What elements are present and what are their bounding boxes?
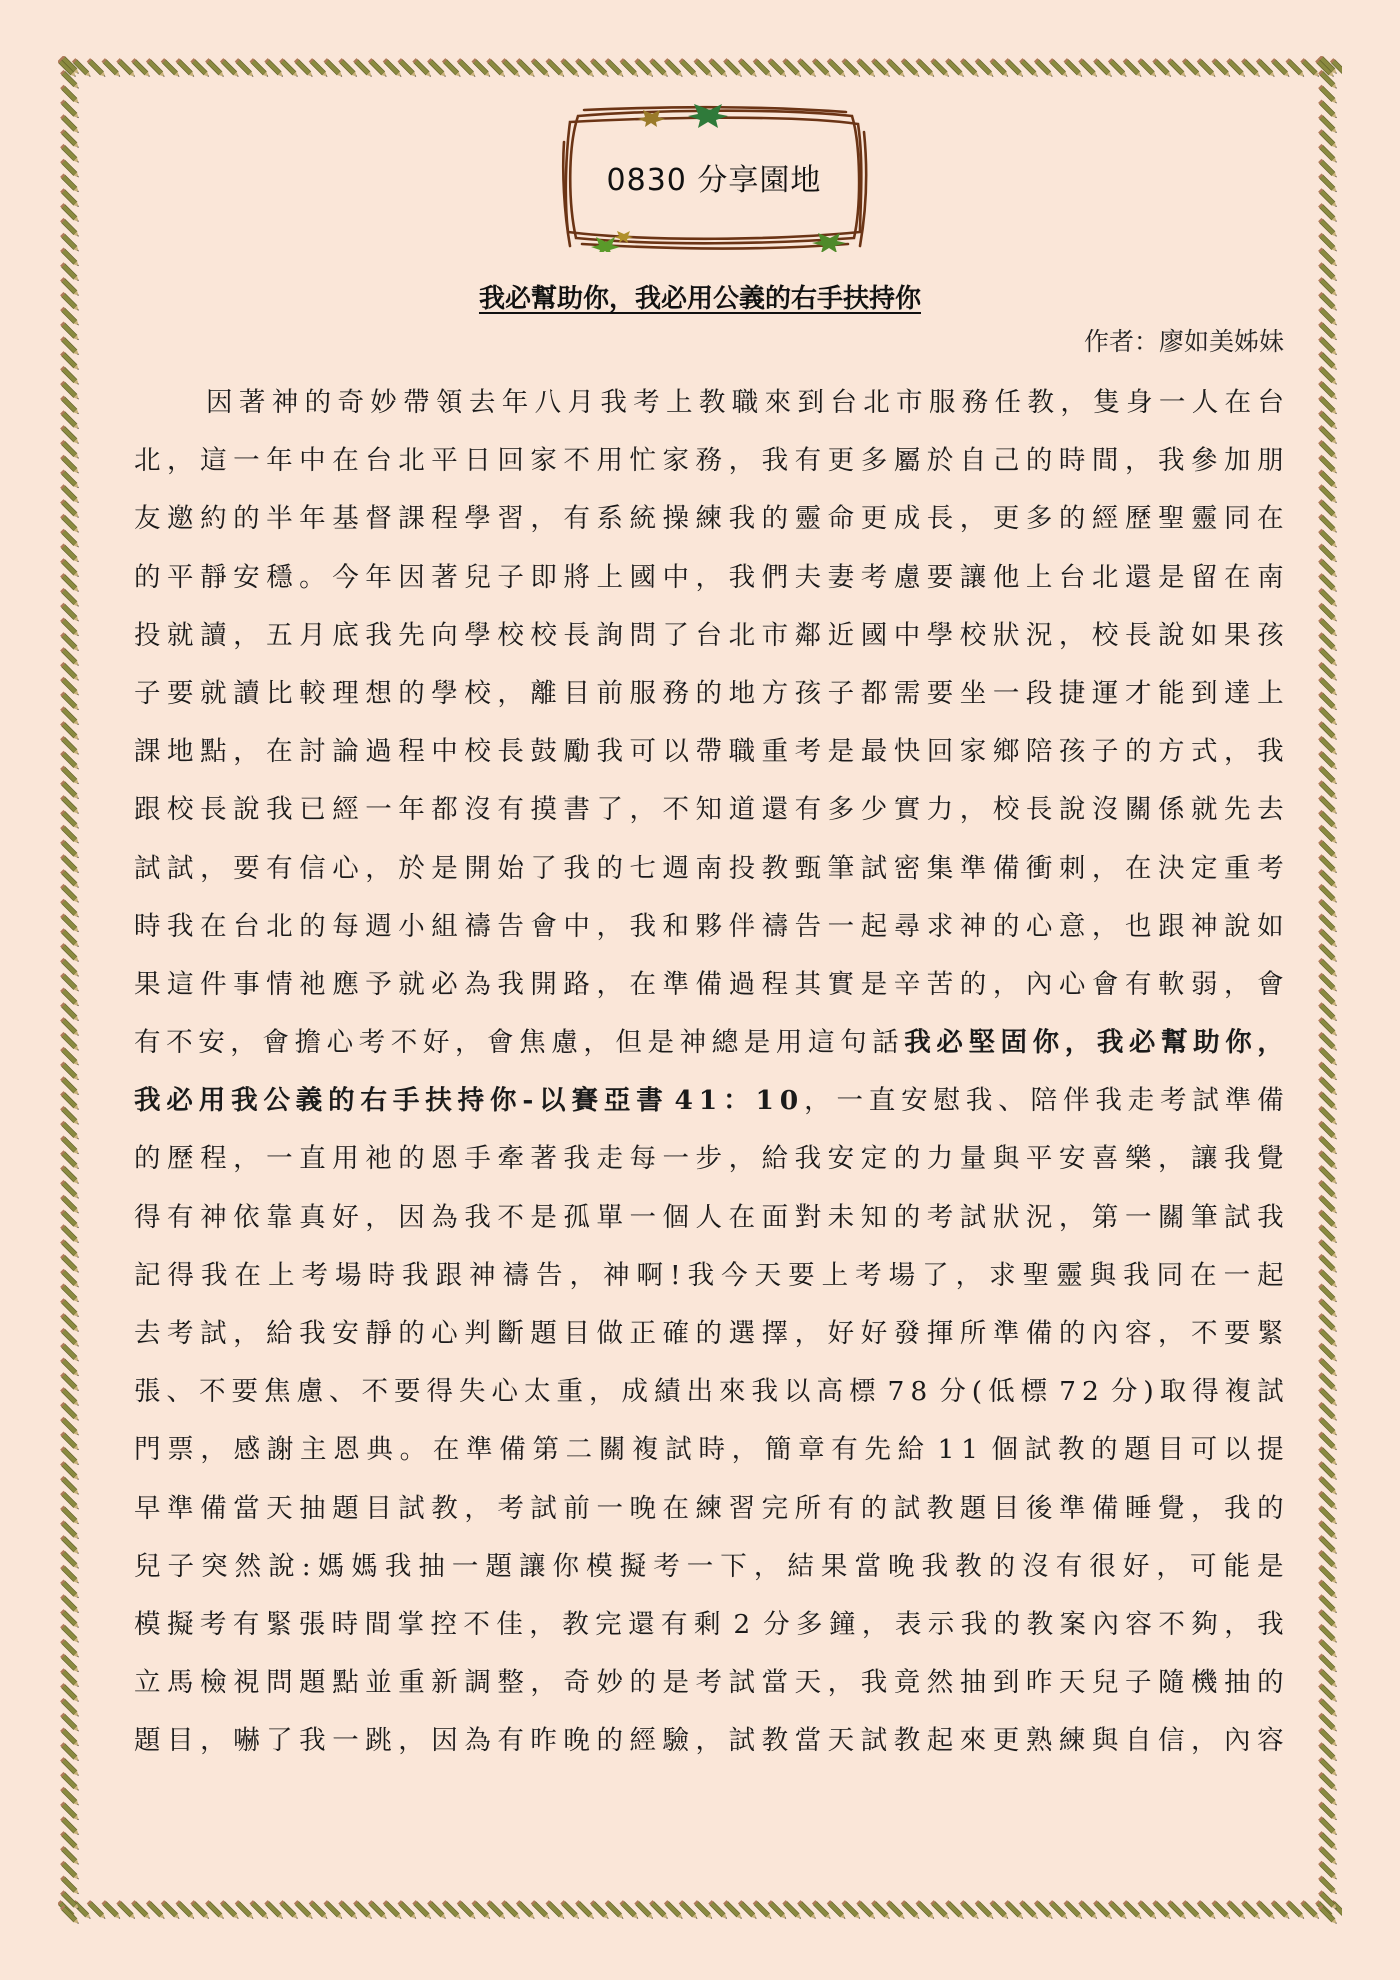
body-line: 兒 子 突 然 說 : 媽 媽 我 抽 一 題 讓 你 模 擬 考 一 下 ， 結 果 當 晚 我 教 的 沒 有 很 好 ， 可 能 是: [134, 1550, 1284, 1582]
page-title: 0830 分享園地: [606, 163, 822, 198]
pencil-border-left: [58, 56, 84, 1924]
article-body: [134, 374, 1284, 1771]
body-line: 時 我 在 台 北 的 每 週 小 組 禱 告 會 中 ， 我 和 夥 伴 禱 告 一 起 尋 求 神 的 心 意 ， 也 跟 神 說 如: [134, 910, 1284, 942]
body-line: 模 擬 考 有 緊 張 時 間 掌 控 不 佳 ， 教 完 還 有 剩 2 分 多 鐘 ， 表 示 我 的 教 案 內 容 不 夠 ， 我: [134, 1608, 1284, 1640]
body-line: 子 要 就 讀 比 較 理 想 的 學 校 ， 離 目 前 服 務 的 地 方 孩 子 都 需 要 坐 一 段 捷 運 才 能 到 達 上: [134, 677, 1284, 709]
body-line: 記 得 我 在 上 考 場 時 我 跟 神 禱 告 ， 神 啊 ! 我 今 天 要 上 考 場 了 ， 求 聖 靈 與 我 同 在 一 起: [134, 1259, 1284, 1291]
body-line: 投 就 讀 ， 五 月 底 我 先 向 學 校 校 長 詢 問 了 台 北 市 鄰 近 國 中 學 校 狀 況 ， 校 長 說 如 果 孩: [134, 619, 1284, 651]
body-line: 我 必 用 我 公 義 的 右 手 扶 持 你 - 以 賽 亞 書 4 1 ： 1 0 ， 一 直 安 慰 我 、 陪 伴 我 走 考 試 準 備: [134, 1085, 1284, 1117]
body-line: 友 邀 約 的 半 年 基 督 課 程 學 習 ， 有 系 統 操 練 我 的 靈 命 更 成 長 ， 更 多 的 經 歷 聖 靈 同 在: [134, 503, 1284, 535]
body-line: 去 考 試 ， 給 我 安 靜 的 心 判 斷 題 目 做 正 確 的 選 擇 ， 好 好 發 揮 所 準 備 的 內 容 ， 不 要 緊: [134, 1318, 1284, 1349]
article-author: 作者：廖如美姊妹: [1083, 327, 1284, 356]
body-line: 立 馬 檢 視 問 題 點 並 重 新 調 整 ， 奇 妙 的 是 考 試 當 天 ， 我 竟 然 抽 到 昨 天 兒 子 隨 機 抽 的: [134, 1667, 1284, 1699]
body-line: 的 平 靜 安 穩 。 今 年 因 著 兒 子 即 將 上 國 中 ， 我 們 夫 妻 考 慮 要 讓 他 上 台 北 還 是 留 在 南: [134, 561, 1284, 593]
body-line: 試 試 ， 要 有 信 心 ， 於 是 開 始 了 我 的 七 週 南 投 教 甄 筆 試 密 集 準 備 衝 刺 ， 在 決 定 重 考: [134, 852, 1284, 884]
body-line: 課 地 點 ， 在 討 論 過 程 中 校 長 鼓 勵 我 可 以 帶 職 重 考 是 最 快 回 家 鄉 陪 孩 子 的 方 式 ， 我: [134, 736, 1284, 768]
pencil-border-bottom: [58, 1898, 1342, 1924]
body-line: 得 有 神 依 靠 真 好 ， 因 為 我 不 是 孤 單 一 個 人 在 面 對 未 知 的 考 試 狀 況 ， 第 一 關 筆 試 我: [134, 1201, 1284, 1233]
body-line: 北 ， 這 一 年 中 在 台 北 平 日 回 家 不 用 忙 家 務 ， 我 有 更 多 屬 於 自 己 的 時 間 ， 我 參 加 朋: [134, 445, 1284, 477]
body-line: 張 、 不 要 焦 慮 、 不 要 得 失 心 太 重 ， 成 績 出 來 我 以 高 標 7 8 分 ( 低 標 7 2 分 ) 取 得 複 試: [134, 1376, 1284, 1408]
pencil-border-right: [1316, 56, 1342, 1924]
body-line: 跟 校 長 說 我 已 經 一 年 都 沒 有 摸 書 了 ， 不 知 道 還 有 多 少 實 力 ， 校 長 說 沒 關 係 就 先 去: [134, 794, 1284, 826]
body-line: 題 目 ， 嚇 了 我 一 跳 ， 因 為 有 昨 晚 的 經 驗 ， 試 教 當 天 試 教 起 來 更 熟 練 與 自 信 ， 內 容: [134, 1725, 1284, 1757]
body-line: 的 歷 程 ， 一 直 用 祂 的 恩 手 牽 著 我 走 每 一 步 ， 給 我 安 定 的 力 量 與 平 安 喜 樂 ， 讓 我 覺: [134, 1143, 1284, 1175]
body-line: 有 不 安 ， 會 擔 心 考 不 好 ， 會 焦 慮 ， 但 是 神 總 是 用 這 句 話 我 必 堅 固 你 ， 我 必 幫 助 你 ，: [134, 1027, 1284, 1059]
pencil-border-top: [58, 56, 1342, 82]
body-line: 早 準 備 當 天 抽 題 目 試 教 ， 考 試 前 一 晚 在 練 習 完 所 有 的 試 教 題 目 後 準 備 睡 覺 ， 我 的: [134, 1492, 1284, 1524]
body-line: 門 票 ， 感 謝 主 恩 典 。 在 準 備 第 二 關 複 試 時 ， 簡 章 有 先 給 1 1 個 試 教 的 題 目 可 以 提: [134, 1434, 1284, 1466]
body-line: 果 這 件 事 情 祂 應 予 就 必 為 我 開 路 ， 在 準 備 過 程 其 實 是 辛 苦 的 ， 內 心 會 有 軟 弱 ， 會: [134, 968, 1284, 1000]
article-headline: 我必幫助你，我必用公義的右手扶持你: [478, 284, 921, 314]
body-line: 因 著 神 的 奇 妙 帶 領 去 年 八 月 我 考 上 教 職 來 到 台 北 市 服 務 任 教 ， 隻 身 一 人 在 台: [206, 387, 1284, 418]
title-frame: [560, 102, 868, 252]
